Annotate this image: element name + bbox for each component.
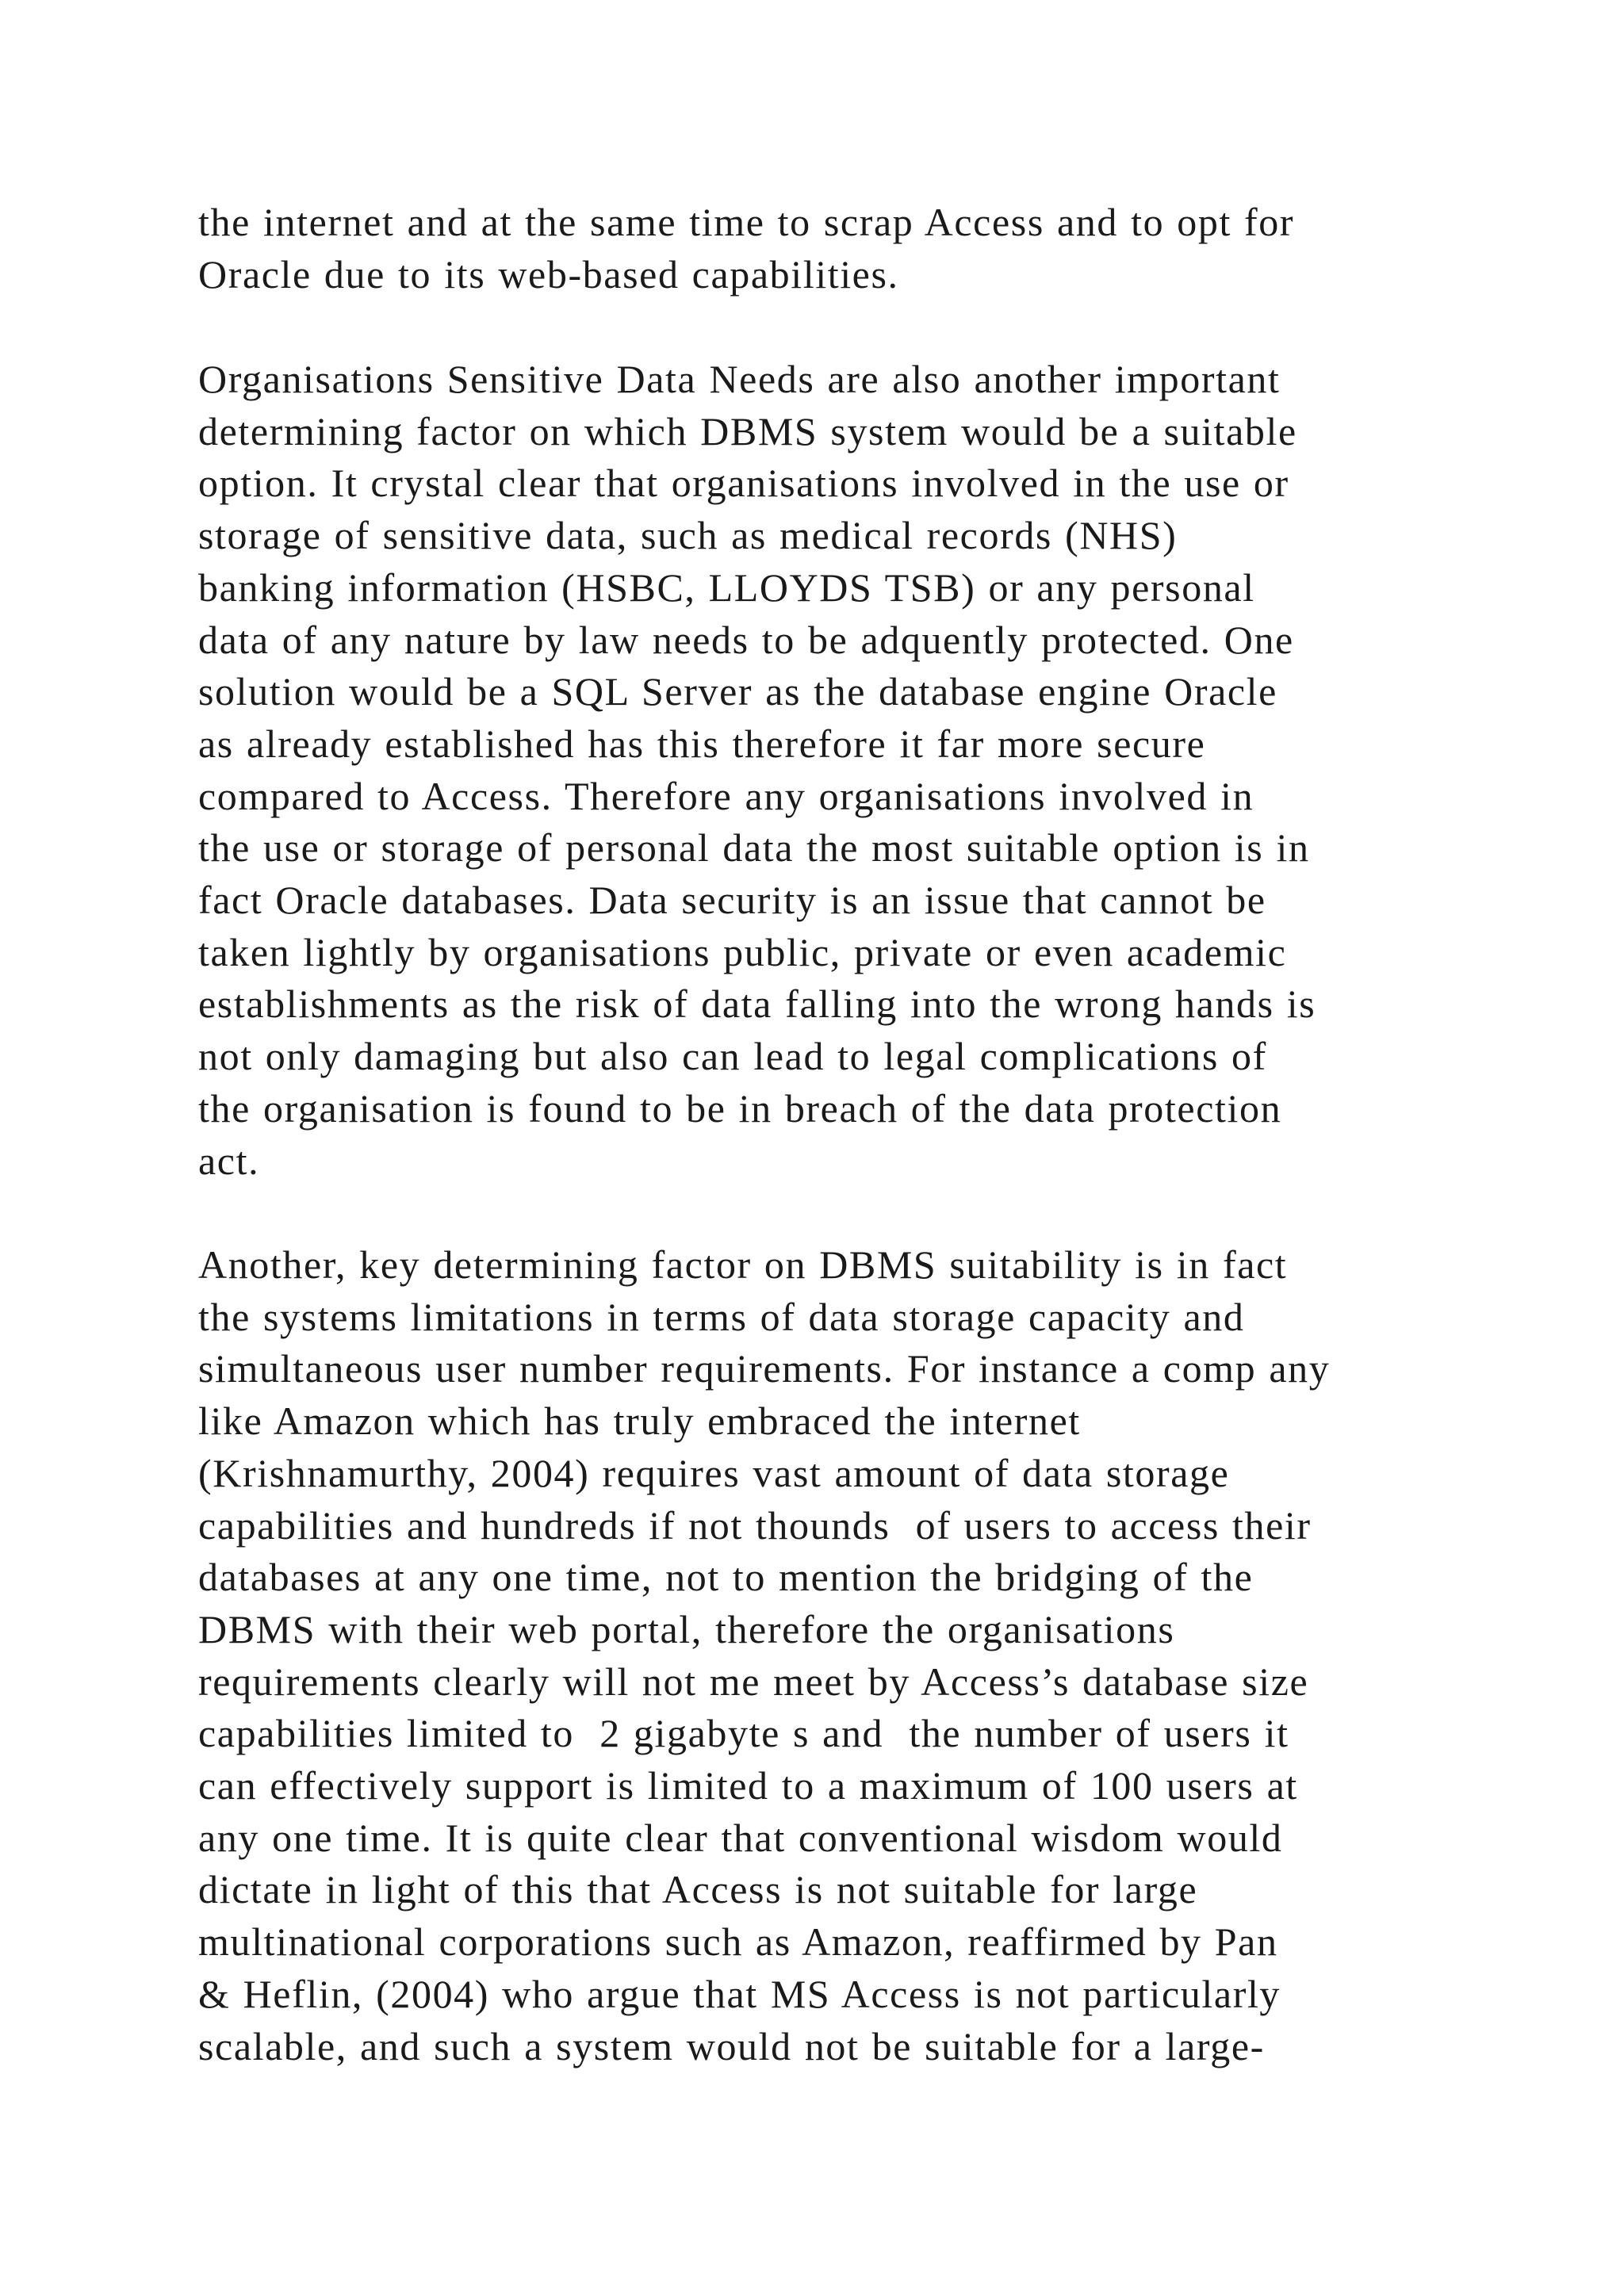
text-line: compared to Access. Therefore any organisations involved in xyxy=(198,773,1254,818)
text-line: any one time. It is quite clear that conventional wisdom would xyxy=(198,1815,1283,1860)
paragraph-1 xyxy=(198,197,1483,300)
paragraph-3 xyxy=(198,1239,1483,2072)
text-line: Another, key determining factor on DBMS suitability is in fact xyxy=(198,1242,1288,1287)
text-line: capabilities and hundreds if not thounds of users to access their xyxy=(198,1502,1312,1548)
text-line: option. It crystal clear that organisations involved in the use or xyxy=(198,461,1289,506)
text-line: the use or storage of personal data the most suitable option is in xyxy=(198,825,1310,871)
text-line: the organisation is found to be in breach of the data protection xyxy=(198,1085,1282,1131)
text-line: fact Oracle databases. Data security is an issue that cannot be xyxy=(198,878,1266,923)
text-line: can effectively support is limited to a maximum of 100 users at xyxy=(198,1763,1298,1808)
text-line: determining factor on which DBMS system would be a suitable xyxy=(198,408,1297,453)
paragraph-2 xyxy=(198,354,1483,1187)
text-line: as already established has this therefore it far more secure xyxy=(198,721,1206,766)
text-line: establishments as the risk of data falling into the wrong hands is xyxy=(198,982,1316,1027)
text-line: Organisations Sensitive Data Needs are also another important xyxy=(198,357,1281,401)
text-line: solution would be a SQL Server as the database engine Oracle xyxy=(198,669,1277,714)
text-line: simultaneous user number requirements. For instance a comp any xyxy=(198,1346,1331,1391)
text-line: not only damaging but also can lead to legal complications of xyxy=(198,1034,1267,1079)
text-line: taken lightly by organisations public, private or even academic xyxy=(198,929,1287,974)
text-line: the internet and at the same time to scrap Access and to opt for xyxy=(198,200,1295,244)
text-line: requirements clearly will not me meet by Access’s database size xyxy=(198,1659,1309,1704)
text-line: & Heflin, (2004) who argue that MS Access is not particularly xyxy=(198,1971,1281,2016)
text-line: like Amazon which has truly embraced the internet xyxy=(198,1399,1081,1444)
text-line: data of any nature by law needs to be adquently protected. One xyxy=(198,617,1294,662)
text-line: databases at any one time, not to mention the bridging of the xyxy=(198,1555,1254,1600)
text-line: act. xyxy=(198,1138,260,1183)
text-line: multinational corporations such as Amazon, reaffirmed by Pan xyxy=(198,1919,1278,1965)
text-line: scalable, and such a system would not be suitable for a large- xyxy=(198,2023,1265,2068)
text-line: capabilities limited to 2 gigabyte s and the number of users it xyxy=(198,1711,1289,1756)
text-line: the systems limitations in terms of data storage capacity and xyxy=(198,1294,1245,1339)
text-line: storage of sensitive data, such as medical records (NHS) xyxy=(198,513,1178,558)
text-line: banking information (HSBC, LLOYDS TSB) or any personal xyxy=(198,564,1255,610)
text-line: dictate in light of this that Access is not suitable for large xyxy=(198,1867,1198,1912)
text-line: (Krishnamurthy, 2004) requires vast amount of data storage xyxy=(198,1450,1230,1495)
text-line: DBMS with their web portal, therefore the organisations xyxy=(198,1606,1175,1651)
text-line: Oracle due to its web-based capabilities. xyxy=(198,251,899,297)
